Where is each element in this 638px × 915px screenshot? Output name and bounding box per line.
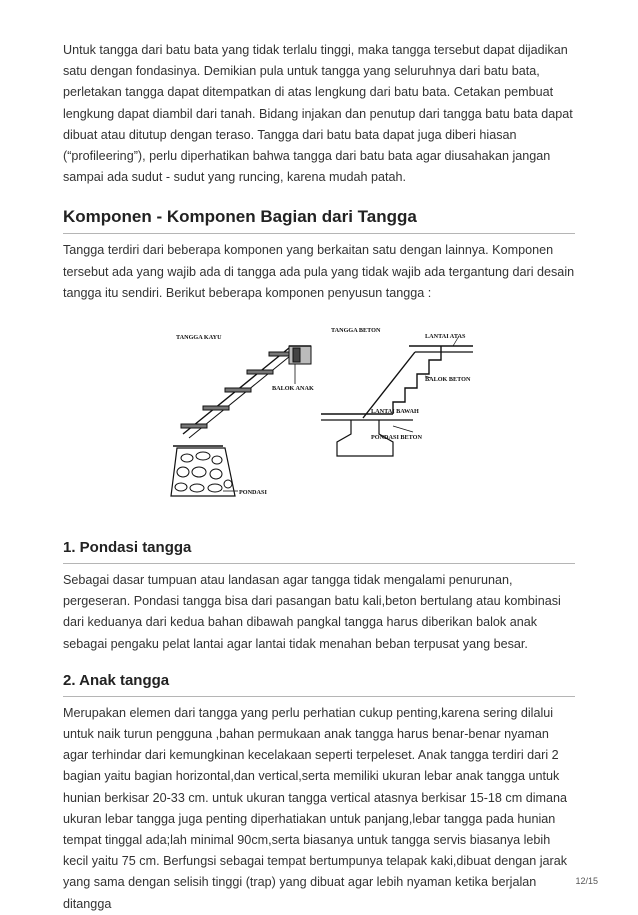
label-balok-anak: BALOK ANAK [272,385,314,393]
document-page [63,40,575,915]
intro-paragraph: Untuk tangga dari batu bata yang tidak terlalu tinggi, maka tangga tersebut dapat dijadikan satu dengan fondasinya. Demikian pula untuk tangga yang seluruhnya dari batu bata, perletakan tangga dapat ditempatkan di atas lengkung dari batu bata. Cetakan pembuat lengkung dapat diambil dari tanah. Bidang injakan dan penutup dari tangga batu bata dapat dibuat atau ditutup dengan teraso. Tangga dari batu bata dapat juga diberi hiasan (“profileering”), perlu diperhatikan bahwa tangga dari batu bata agar diusahakan jangan sampai ada sudut - sudut yang runcing, karena mudah patah. [63,43,573,185]
label-lantai-bawah: LANTAI BAWAH [371,408,419,416]
heading-rule [63,696,575,697]
pondasi-paragraph: Sebagai dasar tumpuan atau landasan agar tangga tidak mengalami penurunan, pergeseran. Pondasi tangga bisa dari pasangan batu kali,beton bertulang atau kombinasi dari keduanya dari kedua bahan dibawah pangkal tangga harus diberikan balok anak sebagai pengaku pelat lantai agar lantai tidak menahan beban terpusat yang besar. [63,573,561,651]
section-heading-anak-tangga: 2. Anak tangga [63,671,170,689]
anak-tangga-paragraph: Merupakan elemen dari tangga yang perlu perhatian cukup penting,karena sering dilalui untuk naik turun pengguna ,bahan permukaan anak tangga harus benar-benar nyaman agar terhindar dari kemungkinan kecelakaan seperti terpeleset. Anak tangga terdiri dari 2 bagian yaitu bagian horizontal,dan vertical,serta memiliki ukuran lebar anak tangga untuk hunian berkisar 20-33 cm. untuk ukuran tangga vertical atasnya berkisar 15-18 cm dimana ukuran lebar tangga juga penting diperhatiakan untuk panjang,lebar tangga pada hunian tempat tinggal ada;lah minimal 90cm,serta biasanya untuk tangga servis biasanya lebih kecil yaitu 75 cm. Berfungsi sebagai tempat bertumpunya telapak kaki,dibuat dengan jarak yang sama dengan selisih tinggi (trap) yang dibuat agar lebih nyaman ketika berjalan ditangga [63,705,568,911]
stair-diagram [63,316,575,516]
label-tangga-beton: TANGGA BETON [331,327,381,335]
label-tangga-kayu: TANGGA KAYU [176,334,222,342]
heading-rule [63,233,575,234]
komponen-paragraph: Tangga terdiri dari beberapa komponen yang berkaitan satu dengan lainnya. Komponen tersebut ada yang wajib ada di tangga ada pula yang tidak wajib ada tergantung dari desain tangga itu sendiri. Berikut beberapa komponen penyusun tangga : [63,243,575,300]
label-lantai-atas: LANTAI ATAS [425,333,466,341]
label-pondasi-beton: PONDASI BETON [371,434,422,442]
label-balok-beton: BALOK BETON [425,376,471,384]
wooden-stair-drawing [171,346,311,496]
section-heading-pondasi: 1. Pondasi tangga [63,539,192,557]
heading-rule [63,563,575,564]
stair-diagram-figure [63,316,575,516]
page-number: 12/15 [575,876,598,886]
section-heading-komponen: Komponen - Komponen Bagian dari Tangga [63,207,417,227]
label-pondasi: PONDASI [239,489,267,497]
